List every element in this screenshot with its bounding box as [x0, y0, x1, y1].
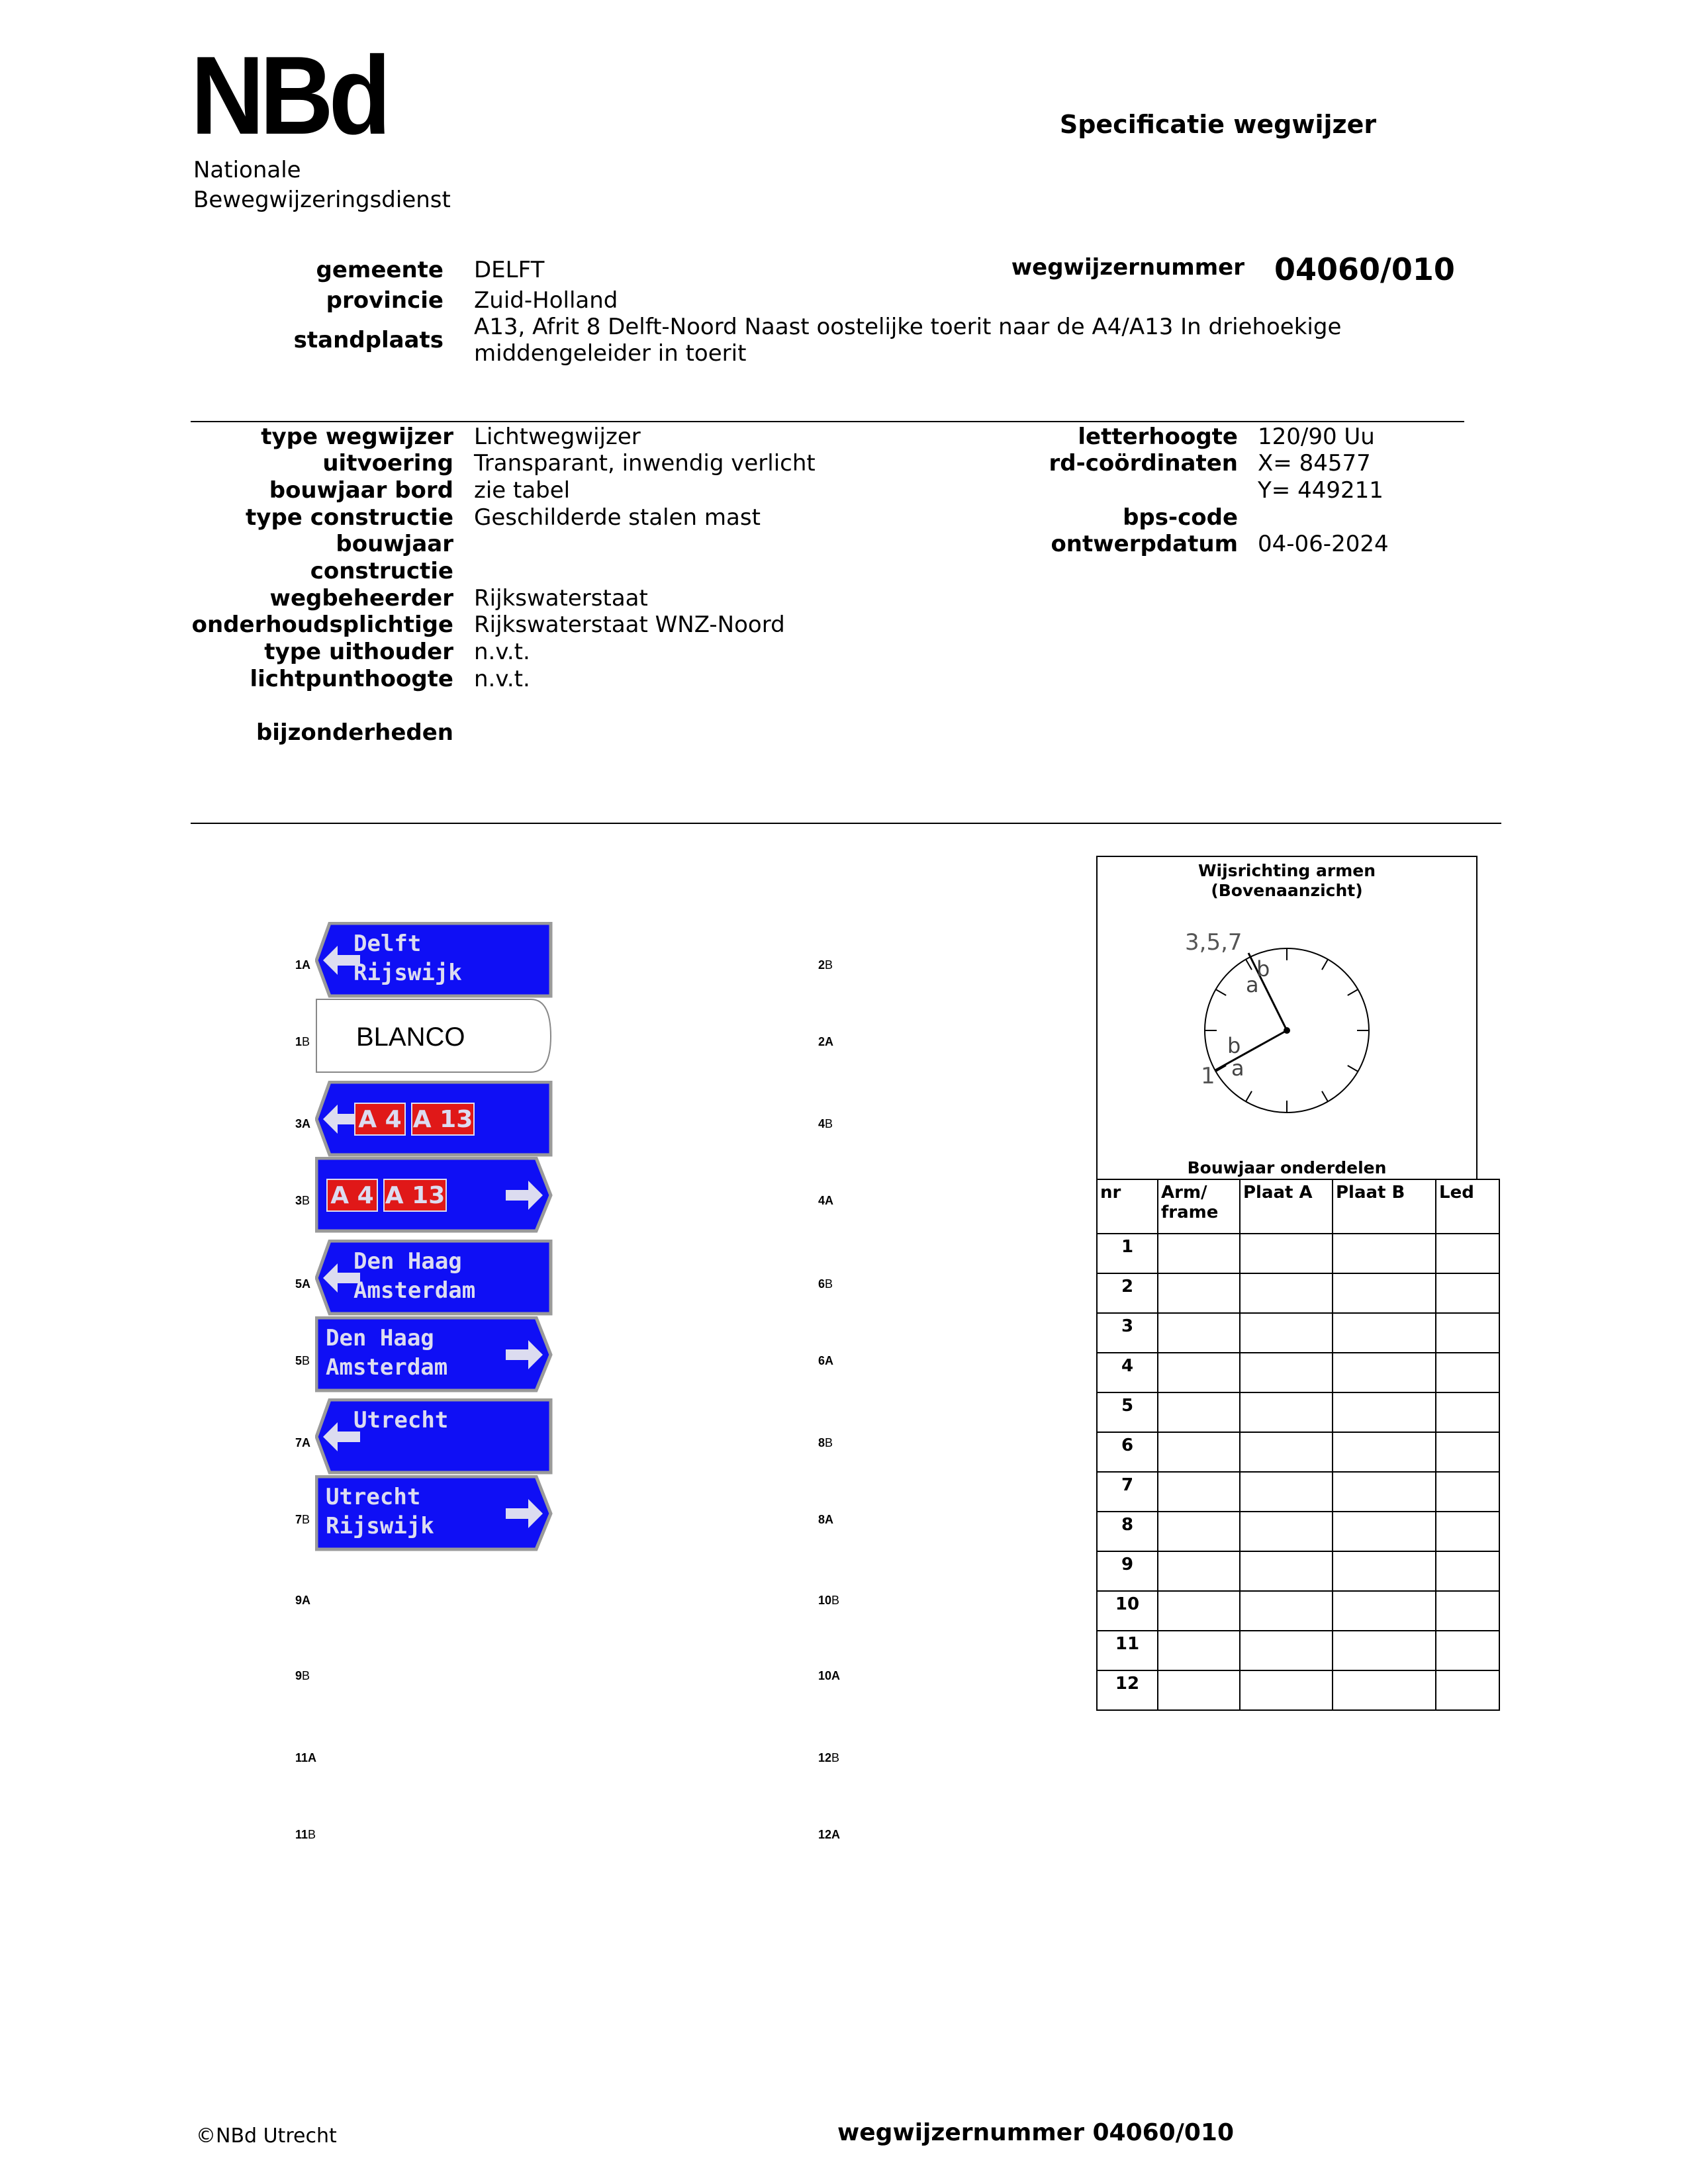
- sign-5b: [315, 1316, 553, 1393]
- sign-5a: [315, 1240, 553, 1316]
- direction-dial: [1098, 857, 1476, 1179]
- table-cell: [1158, 1353, 1240, 1392]
- bouwjaar-constructie-label-1: bouwjaar: [336, 531, 453, 557]
- dial-center: [1284, 1027, 1290, 1034]
- table-row: [1097, 1432, 1499, 1472]
- wegbeheerder-value: Rijkswaterstaat: [474, 585, 648, 612]
- wijsrichting-box: [1096, 856, 1477, 1180]
- letterhoogte-label: letterhoogte: [1078, 424, 1238, 450]
- logo-subtitle-line1: Nationale: [193, 157, 301, 183]
- table-row: [1097, 1551, 1499, 1591]
- label-1: 1: [1201, 1063, 1215, 1089]
- document-title: Specificatie wegwijzer: [1059, 110, 1377, 139]
- sign-destination: Utrecht: [326, 1484, 421, 1510]
- wegbeheerder-label: wegbeheerder: [269, 585, 453, 612]
- row-number: 6: [1097, 1432, 1158, 1472]
- table-cell: [1333, 1551, 1436, 1591]
- table-cell: [1436, 1670, 1499, 1710]
- table-cell: [1333, 1313, 1436, 1353]
- table-cell: [1436, 1432, 1499, 1472]
- table-cell: [1240, 1392, 1333, 1432]
- table-cell: [1436, 1313, 1499, 1353]
- table-row: [1097, 1512, 1499, 1551]
- row-number: 9: [1097, 1551, 1158, 1591]
- route-number: A 13: [385, 1182, 445, 1209]
- row-number: 2: [1097, 1273, 1158, 1313]
- row-number: 1: [1097, 1234, 1158, 1273]
- footer-wegwijzernummer: wegwijzernummer 04060/010: [837, 2119, 1235, 2146]
- table-cell: [1333, 1234, 1436, 1273]
- rd-coordinaten-label: rd-coördinaten: [1049, 450, 1238, 477]
- table-cell: [1333, 1273, 1436, 1313]
- table-cell: [1436, 1273, 1499, 1313]
- table-cell: [1333, 1432, 1436, 1472]
- table-cell: [1333, 1512, 1436, 1551]
- table-header-cell: Plaat A: [1240, 1179, 1333, 1234]
- table-cell: [1436, 1472, 1499, 1512]
- table-cell: [1436, 1631, 1499, 1670]
- wegwijzernummer-label: wegwijzernummer: [1011, 254, 1244, 281]
- right-position-label: 10B: [818, 1594, 840, 1607]
- sign-destination: Rijswijk: [326, 1513, 434, 1539]
- table-cell: [1158, 1313, 1240, 1353]
- wijsrichting-title: Wijsrichting armen: [1197, 861, 1376, 880]
- table-cell: [1158, 1472, 1240, 1512]
- table-header-cell: Arm/ frame: [1158, 1179, 1240, 1234]
- table-header-cell: Plaat B: [1333, 1179, 1436, 1234]
- table-cell: [1240, 1313, 1333, 1353]
- row-number: 5: [1097, 1392, 1158, 1432]
- row-number: 11: [1097, 1631, 1158, 1670]
- left-position-label: 1B: [295, 1035, 310, 1048]
- dial-tick: [1246, 1091, 1252, 1102]
- table-cell: [1158, 1551, 1240, 1591]
- row-number: 7: [1097, 1472, 1158, 1512]
- right-position-label: 6A: [818, 1354, 834, 1367]
- table-cell: [1333, 1670, 1436, 1710]
- ontwerpdatum-value: 04-06-2024: [1258, 531, 1389, 557]
- table-cell: [1240, 1591, 1333, 1631]
- table-cell: [1333, 1392, 1436, 1432]
- wegwijzernummer-value: 04060/010: [1274, 251, 1455, 287]
- table-cell: [1240, 1551, 1333, 1591]
- dial-tick: [1246, 960, 1252, 970]
- right-position-label: 8B: [818, 1436, 833, 1449]
- dial-tick: [1216, 989, 1227, 995]
- row-number: 3: [1097, 1313, 1158, 1353]
- table-cell: [1158, 1670, 1240, 1710]
- type-wegwijzer-label: type wegwijzer: [261, 424, 453, 450]
- sign-destination: Den Haag: [326, 1325, 434, 1351]
- bouwjaar-constructie-label-2: constructie: [310, 558, 453, 584]
- table-cell: [1158, 1432, 1240, 1472]
- right-position-label: 6B: [818, 1277, 833, 1291]
- arm-1-b: b: [1227, 1033, 1241, 1058]
- gemeente-label: gemeente: [316, 257, 444, 283]
- row-number: 4: [1097, 1353, 1158, 1392]
- type-constructie-label: type constructie: [246, 504, 453, 531]
- right-position-label: 2A: [818, 1035, 834, 1048]
- divider-bottom: [191, 823, 1501, 824]
- onderhoudsplichtige-value: Rijkswaterstaat WNZ-Noord: [474, 612, 785, 638]
- table-row: [1097, 1273, 1499, 1313]
- sign-destination: Rijswijk: [353, 960, 462, 986]
- type-wegwijzer-value: Lichtwegwijzer: [474, 424, 641, 450]
- table-cell: [1333, 1472, 1436, 1512]
- provincie-label: provincie: [326, 287, 444, 314]
- row-number: 8: [1097, 1512, 1158, 1551]
- sign-3b: [315, 1157, 553, 1234]
- table-cell: [1333, 1631, 1436, 1670]
- right-position-label: 2B: [818, 958, 833, 972]
- lichtpunthoogte-value: n.v.t.: [474, 666, 530, 692]
- sign-destination: Delft: [353, 931, 422, 957]
- route-number: A 4: [330, 1182, 374, 1209]
- table-row: [1097, 1472, 1499, 1512]
- table-row: [1097, 1631, 1499, 1670]
- table-cell: [1436, 1392, 1499, 1432]
- bouwjaar-bord-value: zie tabel: [474, 477, 571, 504]
- table-cell: [1158, 1591, 1240, 1631]
- type-constructie-value: Geschilderde stalen mast: [474, 504, 761, 531]
- table-row: [1097, 1670, 1499, 1710]
- table-cell: [1240, 1670, 1333, 1710]
- right-position-label: 12B: [818, 1751, 840, 1764]
- bouwjaar-table: [1096, 1179, 1500, 1711]
- left-position-label: 9A: [295, 1594, 311, 1607]
- right-position-label: 8A: [818, 1513, 834, 1526]
- bouwjaar-title: Bouwjaar onderdelen: [1187, 1158, 1387, 1177]
- table-cell: [1333, 1591, 1436, 1631]
- table-cell: [1240, 1234, 1333, 1273]
- bouwjaar-bord-label: bouwjaar bord: [269, 477, 453, 504]
- table-cell: [1240, 1512, 1333, 1551]
- row-number: 10: [1097, 1591, 1158, 1631]
- table-header-cell: Led: [1436, 1179, 1499, 1234]
- table-cell: [1436, 1591, 1499, 1631]
- table-header-cell: nr: [1097, 1179, 1158, 1234]
- table-header-row: [1097, 1179, 1499, 1234]
- table-cell: [1436, 1353, 1499, 1392]
- left-position-label: 5A: [295, 1277, 311, 1291]
- left-position-label: 11A: [295, 1751, 317, 1764]
- rd-y-value: Y= 449211: [1258, 477, 1383, 504]
- label-357: 3,5,7: [1185, 929, 1243, 956]
- lichtpunthoogte-label: lichtpunthoogte: [250, 666, 453, 692]
- table-cell: [1436, 1512, 1499, 1551]
- arm-357-b: b: [1256, 956, 1270, 981]
- right-position-label: 12A: [818, 1828, 841, 1841]
- bijzonderheden-label: bijzonderheden: [256, 719, 453, 746]
- route-number: A 13: [412, 1106, 473, 1133]
- sign-destination: Utrecht: [353, 1407, 449, 1433]
- left-position-label: 1A: [295, 958, 311, 972]
- sign-3a: [315, 1081, 553, 1158]
- sign-7b: [315, 1475, 553, 1552]
- dial-tick: [1322, 1091, 1328, 1102]
- left-position-label: 9B: [295, 1669, 310, 1682]
- table-cell: [1240, 1353, 1333, 1392]
- table-cell: [1158, 1631, 1240, 1670]
- table-row: [1097, 1591, 1499, 1631]
- sign-destination: Amsterdam: [326, 1354, 448, 1381]
- sign-destination: Den Haag: [353, 1248, 462, 1275]
- standplaats-value: A13, Afrit 8 Delft-Noord Naast oostelijke toerit naar de A4/A13 In driehoekige middengeleider in toerit: [474, 314, 1342, 367]
- dial-tick: [1348, 1066, 1358, 1071]
- table-cell: [1158, 1273, 1240, 1313]
- blanco-text: BLANCO: [356, 1023, 465, 1052]
- table-cell: [1240, 1472, 1333, 1512]
- dial-tick: [1348, 989, 1358, 995]
- letterhoogte-value: 120/90 Uu: [1258, 424, 1375, 450]
- arm-357-a: a: [1246, 972, 1259, 997]
- left-position-label: 7B: [295, 1513, 310, 1526]
- rd-x-value: X= 84577: [1258, 450, 1371, 477]
- right-position-label: 10A: [818, 1669, 841, 1682]
- uitvoering-label: uitvoering: [322, 450, 453, 477]
- left-position-label: 3B: [295, 1194, 310, 1207]
- left-position-label: 7A: [295, 1436, 311, 1449]
- table-cell: [1158, 1512, 1240, 1551]
- table-row: [1097, 1313, 1499, 1353]
- divider-top: [191, 421, 1464, 422]
- table-cell: [1240, 1273, 1333, 1313]
- provincie-value: Zuid-Holland: [474, 287, 618, 314]
- left-position-label: 5B: [295, 1354, 310, 1367]
- sign-1b: [315, 998, 553, 1075]
- sign-destination: Amsterdam: [353, 1277, 476, 1304]
- table-row: [1097, 1392, 1499, 1432]
- table-cell: [1158, 1392, 1240, 1432]
- sign-7a: [315, 1398, 553, 1475]
- ontwerpdatum-label: ontwerpdatum: [1051, 531, 1238, 557]
- table-cell: [1158, 1234, 1240, 1273]
- table-row: [1097, 1353, 1499, 1392]
- gemeente-value: DELFT: [474, 257, 545, 283]
- right-position-label: 4A: [818, 1194, 834, 1207]
- uitvoering-value: Transparant, inwendig verlicht: [474, 450, 816, 477]
- dial-tick: [1322, 960, 1328, 970]
- nbd-logo: NBd: [191, 33, 387, 158]
- bps-code-label: bps-code: [1123, 504, 1238, 531]
- footer-copyright: ©NBd Utrecht: [196, 2124, 337, 2148]
- left-position-label: 11B: [295, 1828, 316, 1841]
- type-uithouder-value: n.v.t.: [474, 639, 530, 665]
- table-row: [1097, 1234, 1499, 1273]
- onderhoudsplichtige-label: onderhoudsplichtige: [191, 612, 453, 638]
- logo-subtitle-line2: Bewegwijzeringsdienst: [193, 187, 451, 213]
- route-number: A 4: [358, 1106, 402, 1133]
- left-position-label: 3A: [295, 1117, 311, 1130]
- table-cell: [1436, 1551, 1499, 1591]
- sign-1a: [315, 922, 553, 999]
- standplaats-label: standplaats: [293, 327, 444, 353]
- arm-1-line: [1215, 1030, 1287, 1070]
- table-cell: [1333, 1353, 1436, 1392]
- type-uithouder-label: type uithouder: [264, 639, 453, 665]
- wijsrichting-subtitle: (Bovenaanzicht): [1211, 881, 1363, 900]
- arm-1-a: a: [1231, 1056, 1244, 1081]
- table-cell: [1436, 1234, 1499, 1273]
- table-cell: [1240, 1631, 1333, 1670]
- right-position-label: 4B: [818, 1117, 833, 1130]
- table-cell: [1240, 1432, 1333, 1472]
- row-number: 12: [1097, 1670, 1158, 1710]
